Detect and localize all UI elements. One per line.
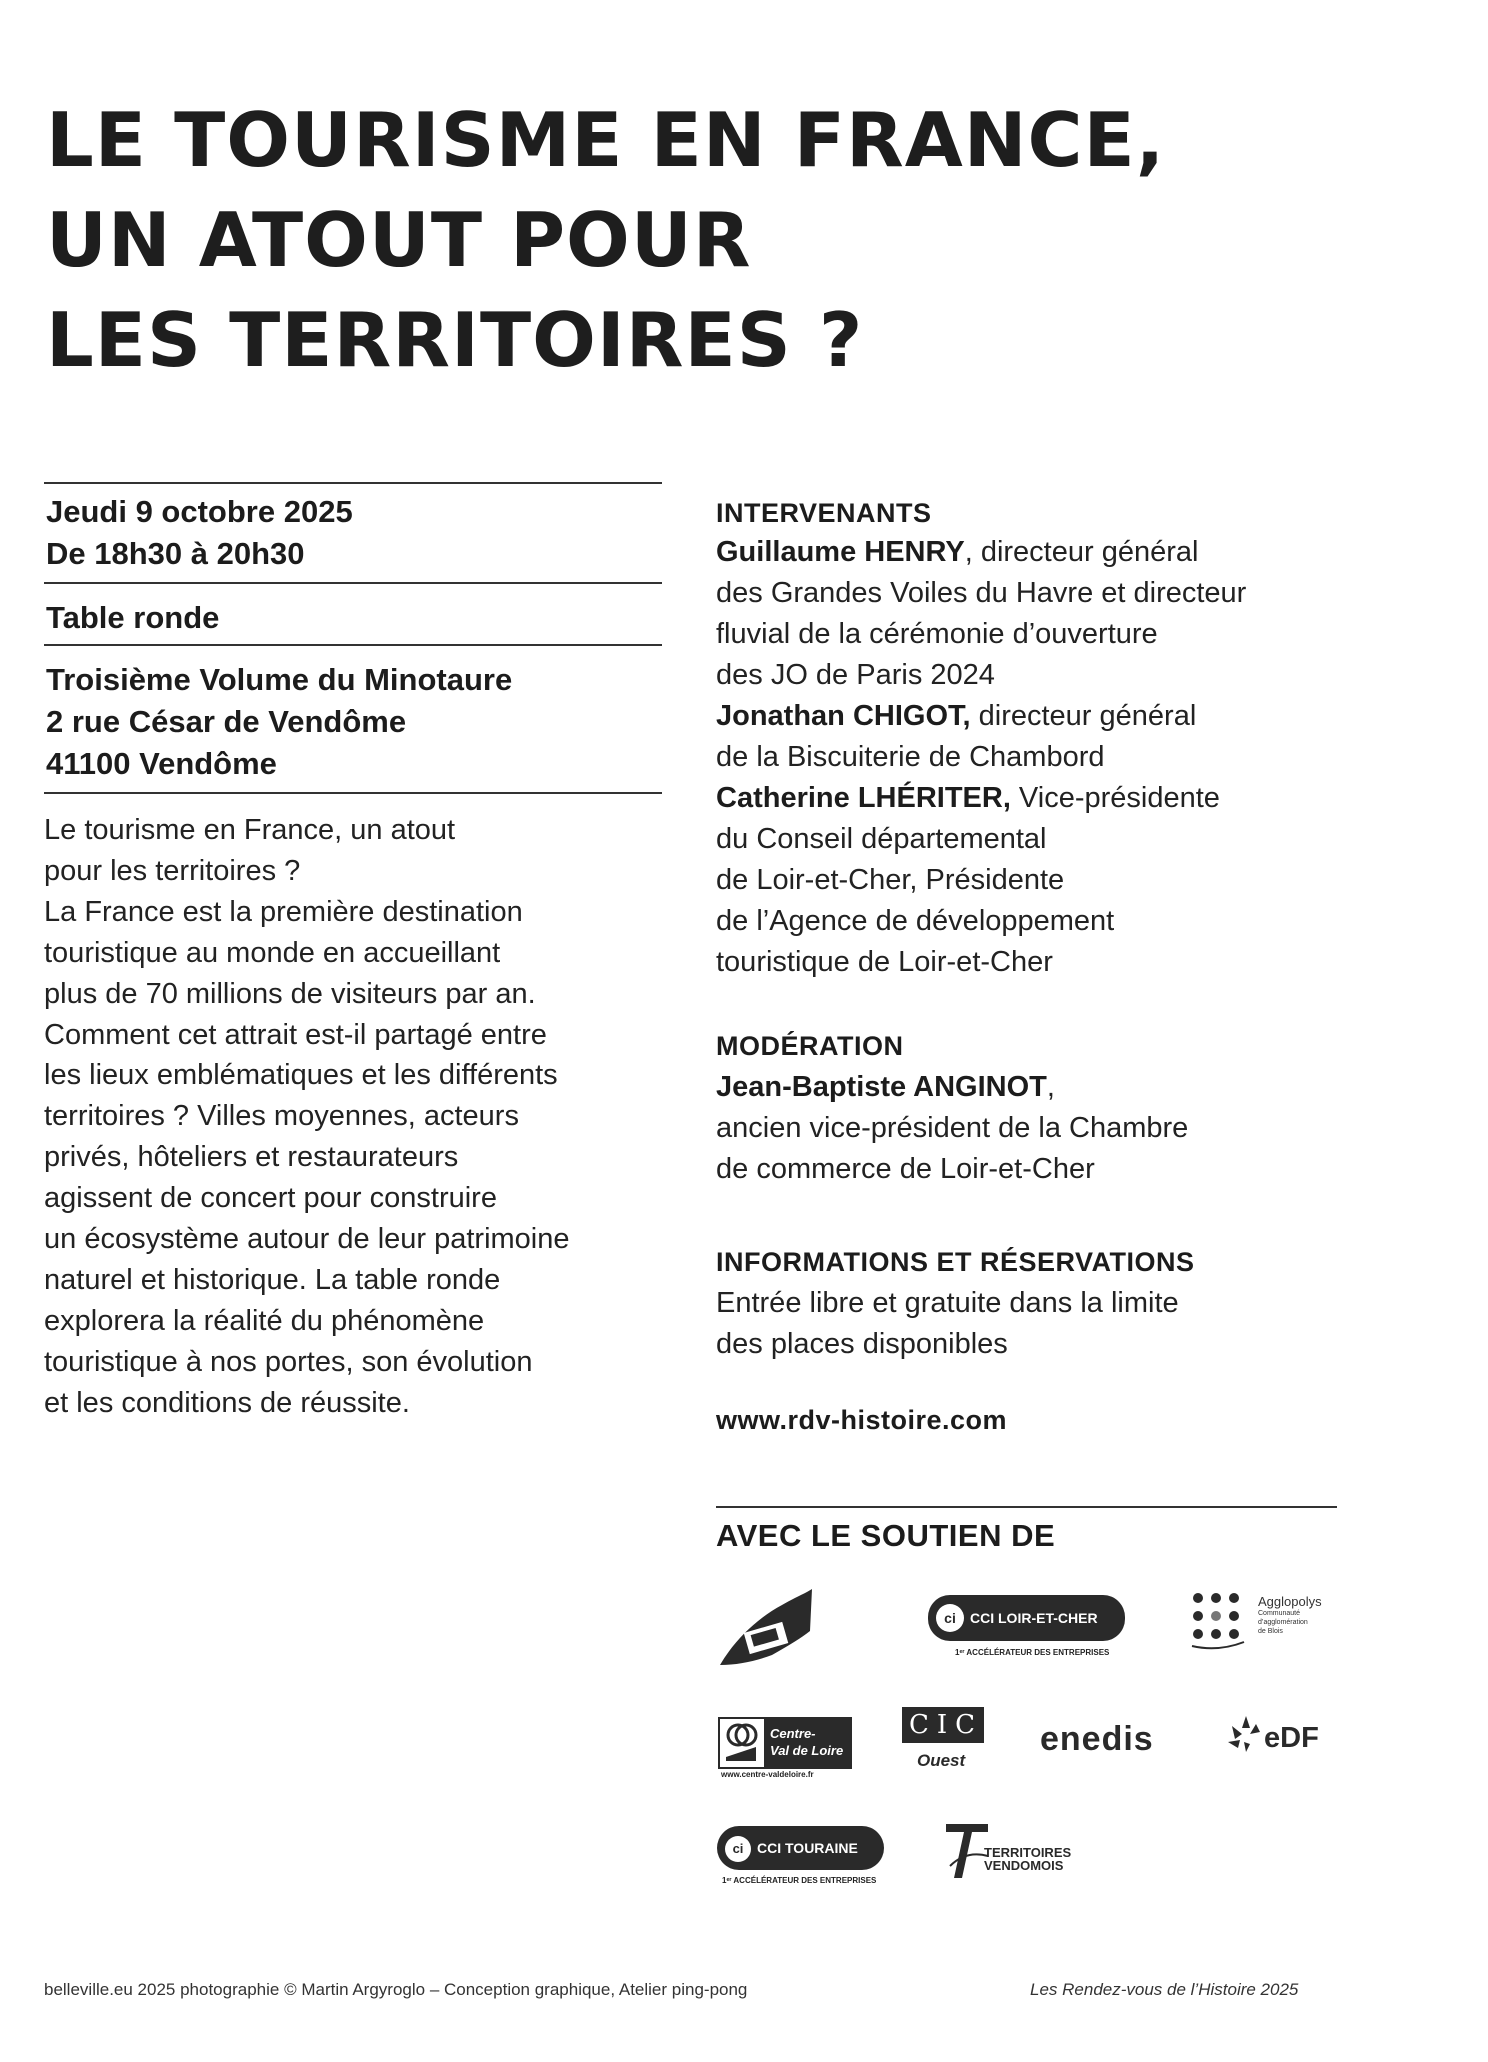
description-line: les lieux emblématiques et les différents [44, 1059, 558, 1092]
event-format-label: Table ronde [46, 600, 220, 635]
moderator-role-line: ancien vice-président de la Chambre [716, 1112, 1189, 1144]
description-line: pour les territoires ? [44, 854, 301, 887]
footer-credits: belleville.eu 2025 photographie © Martin Argyroglo – Conception graphique, Atelier ping-pong [44, 1980, 748, 1999]
cci-loir-et-cher-logo [928, 1595, 1125, 1641]
description-line: plus de 70 millions de visiteurs par an. [44, 977, 536, 1010]
cic-ouest-label: Ouest [917, 1751, 966, 1770]
speaker-role-line: de Loir-et-Cher, Présidente [716, 864, 1065, 896]
venue-line: 2 rue César de Vendôme [46, 704, 407, 739]
moderator-name: Jean-Baptiste ANGINOT [716, 1071, 1047, 1103]
centre-val-box [764, 1719, 850, 1767]
speaker-role-line: des JO de Paris 2024 [716, 659, 995, 691]
speaker-role: directeur général [970, 700, 1197, 732]
edf-label: eDF [1264, 1722, 1319, 1754]
speaker-entry [716, 696, 1246, 737]
centre-val-label: Val de Loire [770, 1743, 844, 1758]
speaker-role-line: des Grandes Voiles du Havre et directeur [716, 577, 1247, 609]
info-section [716, 1241, 1195, 1365]
speaker-role-line: de la Biscuiterie de Chambord [716, 741, 1105, 773]
cci-touraine-logo [717, 1826, 884, 1870]
description-line: touristique au monde en accueillant [44, 936, 501, 969]
moderator-role-line: de commerce de Loir-et-Cher [716, 1153, 1095, 1185]
title-line-1: LE TOURISME EN FRANCE, [46, 96, 1166, 184]
agglopolys-tagline: de Blois [1258, 1628, 1283, 1635]
cci-loir-tagline: 1ᵉʳ ACCÉLÉRATEUR DES ENTREPRISES [955, 1648, 1110, 1657]
description-line: Le tourisme en France, un atout [44, 814, 456, 846]
speaker-entry [716, 532, 1246, 573]
agglopolys-text [1258, 1594, 1322, 1636]
website-link[interactable]: www.rdv-histoire.com [716, 1405, 1008, 1435]
territoires-vendomois-text [984, 1846, 1071, 1872]
info-line: des places disponibles [716, 1328, 1008, 1360]
speaker-name: Guillaume HENRY [716, 536, 965, 568]
event-time: De 18h30 à 20h30 [46, 536, 305, 571]
description-line: touristique à nos portes, son évolution [44, 1345, 533, 1378]
speaker-role: Vice-présidente [1010, 782, 1220, 814]
description-line: territoires ? Villes moyennes, acteurs [44, 1100, 519, 1133]
speaker-entry [716, 778, 1246, 819]
description-line: La France est la première destination [44, 895, 523, 928]
centre-val-de-loire-logo [718, 1717, 852, 1769]
title-line-3: LES TERRITOIRES ? [46, 296, 864, 384]
territoires-label: TERRITOIRES [984, 1845, 1072, 1860]
speaker-role-line: du Conseil départemental [716, 823, 1047, 855]
agglopolys-tagline: d’agglomération [1258, 1619, 1308, 1626]
centre-val-url: www.centre-valdeloire.fr [721, 1770, 814, 1779]
description-line: et les conditions de réussite. [44, 1386, 410, 1419]
cic-label: CIC [908, 1710, 984, 1740]
event-description [44, 810, 570, 1424]
edf-icon [1226, 1712, 1266, 1756]
cci-touraine-label: CCI TOURAINE [757, 1840, 858, 1856]
divider [716, 1506, 1337, 1508]
cci-icon: ci [936, 1604, 964, 1632]
divider [44, 792, 662, 794]
venue-line: Troisième Volume du Minotaure [46, 662, 513, 697]
cci-loir-label: CCI LOIR-ET-CHER [970, 1610, 1098, 1626]
enedis-logo: enedis [1040, 1720, 1154, 1758]
info-heading: INFORMATIONS ET RÉSERVATIONS [716, 1247, 1195, 1277]
page-title [46, 90, 1165, 390]
event-datetime [46, 491, 353, 575]
loir-et-cher-logo [716, 1585, 814, 1667]
moderator-entry [716, 1067, 1188, 1108]
title-line-2: UN ATOUT POUR [46, 196, 752, 284]
centre-val-icon [722, 1721, 760, 1763]
moderation-heading: MODÉRATION [716, 1031, 904, 1061]
speaker-name: Jonathan CHIGOT, [716, 700, 971, 732]
support-heading: AVEC LE SOUTIEN DE [716, 1518, 1056, 1553]
description-line: agissent de concert pour construire [44, 1182, 497, 1215]
agglopolys-icon [1190, 1590, 1248, 1650]
footer-series: Les Rendez-vous de l’Histoire 2025 [1030, 1980, 1299, 1999]
speaker-role-line: de l’Agence de développement [716, 905, 1115, 937]
divider [44, 582, 662, 584]
info-line: Entrée libre et gratuite dans la limite [716, 1287, 1179, 1319]
speakers-heading: INTERVENANTS [716, 498, 932, 528]
cci-touraine-tagline: 1ᵉʳ ACCÉLÉRATEUR DES ENTREPRISES [722, 1876, 877, 1885]
description-line: Comment cet attrait est-il partagé entre [44, 1018, 547, 1051]
cic-logo [902, 1707, 984, 1743]
speakers-section [716, 494, 1246, 983]
description-line: explorera la réalité du phénomène [44, 1304, 485, 1337]
speaker-role-line: touristique de Loir-et-Cher [716, 946, 1053, 978]
speaker-name: Catherine LHÉRITER, [716, 782, 1011, 814]
agglopolys-label: Agglopolys [1258, 1594, 1322, 1609]
cci-icon: ci [725, 1836, 751, 1862]
event-venue [46, 659, 512, 785]
territoires-label: VENDOMOIS [984, 1858, 1064, 1873]
venue-line: 41100 Vendôme [46, 746, 277, 781]
speaker-role: , directeur général [964, 536, 1199, 568]
event-format [46, 597, 219, 639]
event-date: Jeudi 9 octobre 2025 [46, 494, 353, 529]
moderator-comma: , [1046, 1071, 1055, 1103]
description-line: privés, hôteliers et restaurateurs [44, 1141, 459, 1174]
moderation-section [716, 1025, 1188, 1190]
agglopolys-tagline: Communauté [1258, 1610, 1301, 1617]
description-line: naturel et historique. La table ronde [44, 1263, 501, 1296]
speaker-role-line: fluvial de la cérémonie d’ouverture [716, 618, 1158, 650]
description-line: un écosystème autour de leur patrimoine [44, 1223, 570, 1256]
divider [44, 482, 662, 484]
divider [44, 644, 662, 646]
centre-val-label: Centre- [770, 1726, 816, 1741]
